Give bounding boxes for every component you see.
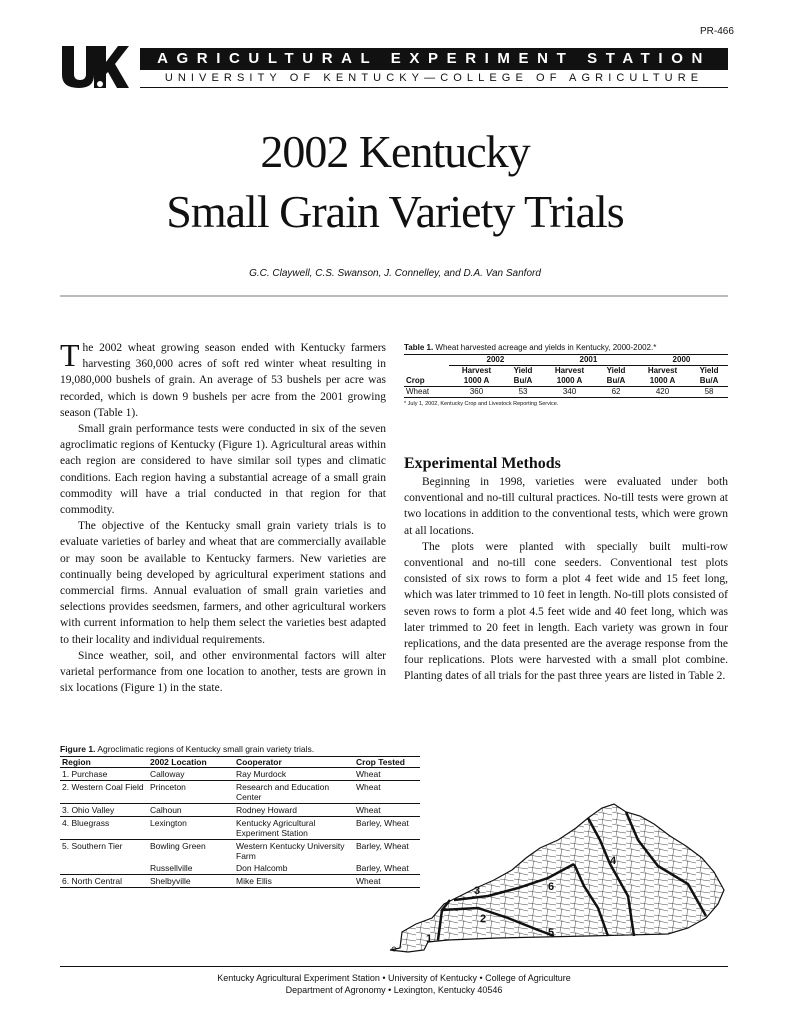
uk-logo — [60, 44, 130, 90]
intro-column — [60, 337, 386, 696]
title-line-1: 2002 Kentucky — [260, 126, 530, 177]
page-title — [60, 122, 730, 242]
footer-rule — [60, 966, 728, 967]
map-region-label: 5 — [548, 927, 555, 939]
footer-line-2: Department of Agronomy • Lexington, Kentucky 40546 — [285, 985, 503, 995]
footer — [60, 972, 728, 996]
table-1-caption: Table 1. Wheat harvested acreage and yields in Kentucky, 2000-2002.* — [404, 343, 657, 352]
map-region-label: 6 — [548, 881, 555, 893]
drop-cap: T — [60, 337, 80, 373]
authors: G.C. Claywell, C.S. Swanson, J. Connelley, and D.A. Van Sanford — [249, 268, 541, 279]
intro-paragraph-2: Small grain performance tests were conducted in six of the seven agroclimatic regions of Kentucky (Figure 1). Agricultural areas within each region are considered to have similar soil types and climatic conditions. Each region having a substantial acreage of a small grain commodity will have a trial conducted in that region for that commodity. — [60, 423, 386, 517]
table-1 — [404, 343, 728, 407]
table-row: 3. Ohio Valley Calhoun Rodney Howard Wheat — [60, 804, 420, 817]
publication-code: PR-466 — [700, 26, 734, 37]
methods-paragraph-1: Beginning in 1998, varieties were evaluated under both conventional and no-till cultural practices. No-till tests were grown at two locations in addition to the conventional tests, which were grown at all locations. — [404, 476, 728, 537]
station-banner: AGRICULTURAL EXPERIMENT STATION — [140, 48, 728, 70]
figure-1 — [60, 744, 420, 888]
year-header: 2000 — [635, 355, 728, 366]
intro-paragraph-4: Since weather, soil, and other environmental factors will alter varietal performance from one location to another, tests are grown in six locations (Figure 1) in the state. — [60, 649, 386, 695]
intro-paragraph-1: The 2002 wheat growing season ended with Kentucky farmers harvesting 360,000 acres of soft red winter wheat resulting in 19,080,000 bushels of grain. An average of 53 bushels per acre was recorded, which is down 9 bushels per acre from the 2001 growing season (Table 1). — [60, 337, 386, 419]
table-row: Wheat 360 53 340 62 420 58 — [404, 387, 728, 398]
methods-paragraph-2: The plots were planted with specially built multi-row conventional and no-till cone seeders. Conventional test plots consisted of six rows to form a plot 4 feet wide and 15 feet long, which was later trimmed to 10 feet in length. No-till plots consisted of seven rows to form a plot 4.5 feet wide and 40 feet long, which was later trimmed to 20 feet in length. Each variety was grown in four replications, and the data presented are the average response from the four replications. Plots were harvested with a small plot combine. Planting dates of all trials for the past three years are listed in Table 2. — [404, 540, 728, 683]
table-row: 5. Southern Tier Bowling Green Western Kentucky University Farm Barley, Wheat — [62, 841, 409, 861]
title-rule — [60, 295, 728, 297]
kentucky-regions-map — [388, 800, 728, 958]
table-row: Russellville Don Halcomb Barley, Wheat — [60, 862, 420, 875]
table-1-grid: 2002 2001 2000 Harvest Yield Harvest Yield Harvest Yield Crop 1000 A Bu/A 1000 A Bu/A 1000 A Bu/A Wheat 360 53 340 62 420 58 — [404, 354, 728, 398]
table-row: 6. North Central Shelbyville Mike Ellis Wheat — [60, 875, 420, 888]
table-1-footnote: * July 1, 2002, Kentucky Crop and Livestock Reporting Service. — [404, 401, 559, 407]
table-row: 2. Western Coal Field Princeton Research and Education Center Wheat — [60, 781, 420, 804]
title-line-2: Small Grain Variety Trials — [166, 186, 624, 237]
map-region-label: 4 — [610, 855, 617, 867]
intro-paragraph-3: The objective of the Kentucky small grain variety trials is to evaluate varieties of barley and wheat that are commercially available or may soon be available to Kentucky farmers. New varieties are continually being developed by agricultural experiment stations and commercial firms. Annual evaluation of small grain varieties and selections provides seedsmen, farmers, and other agricultural workers with current information to help them select the varieties best adapted to their locality and individual requirements. — [60, 520, 386, 646]
figure-1-caption: Figure 1. Agroclimatic regions of Kentucky small grain variety trials. — [60, 744, 315, 754]
crop-header: Crop — [404, 376, 449, 387]
footer-line-1: Kentucky Agricultural Experiment Station • University of Kentucky • College of Agriculture — [217, 973, 571, 983]
map-region-label: 2 — [480, 913, 487, 925]
table-row: 1. Purchase Calloway Ray Murdock Wheat — [60, 768, 420, 781]
map-region-label: 3 — [474, 885, 481, 897]
figure-1-table: Region 2002 Location Cooperator Crop Tested 1. Purchase Calloway Ray Murdock Wheat 2. Western Coal Field Princeton Research and Education Center Wheat 3. Ohio Valley Calhoun Rodney Howard Wheat 4. Bluegrass Lexington Kentucky Agricultural Experiment Station Barley, Wheat 5. Southern Tier Bowling Green Western Kentucky University Farm Barley, Wheat Russellville Don Halcomb Barley, Wheat 6. North Central Shelbyville Mike Ellis Wheat — [60, 756, 420, 888]
year-header: 2002 — [449, 355, 542, 366]
table-row: 4. Bluegrass Lexington Kentucky Agricultural Experiment Station Barley, Wheat — [60, 817, 420, 840]
university-subtitle: UNIVERSITY OF KENTUCKY—COLLEGE OF AGRICULTURE — [164, 72, 704, 84]
header-rule — [140, 87, 728, 88]
methods-heading: Experimental Methods — [404, 455, 561, 472]
map-region-label: 1 — [426, 933, 433, 945]
methods-column — [404, 474, 728, 685]
year-header: 2001 — [542, 355, 635, 366]
